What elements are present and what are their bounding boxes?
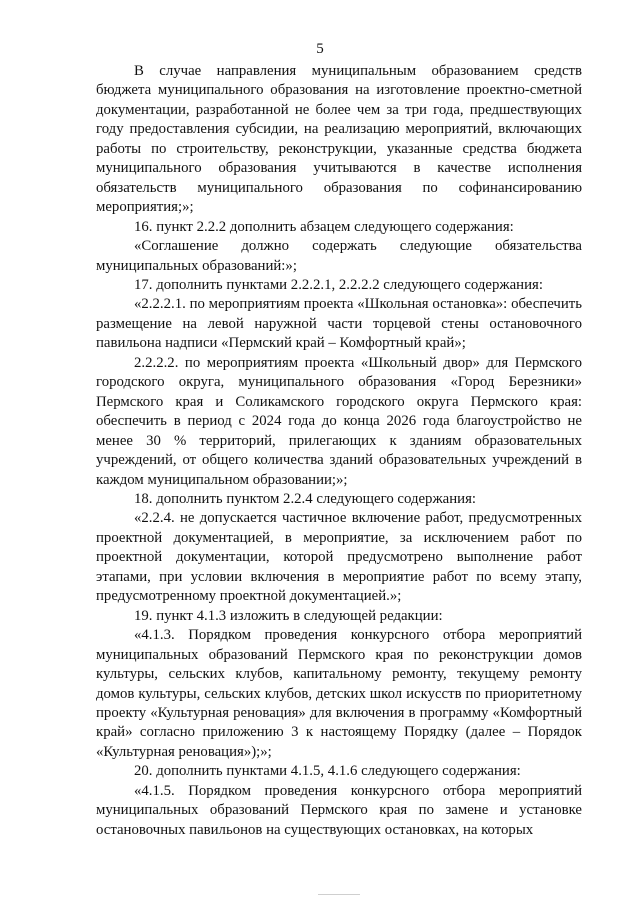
paragraph-11: 20. дополнить пунктами 4.1.5, 4.1.6 следующего содержания:: [134, 763, 521, 780]
paragraph-1: В случае направления муниципальным образованием средств бюджета муниципального образования на изготовление проектно-сметной документации, разработанной не более чем за три года, предшествующих году предоставления субсидии, на реализацию мероприятий, включающих работы по строительству, реконструкции, указанные средства бюджета муниципального образования учитываются в качестве исполнения обязательств муниципального образования по софинансированию мероприятия;»;: [96, 63, 582, 216]
paragraph-6: 2.2.2.2. по мероприятиям проекта «Школьный двор» для Пермского городского округа, муниципального образования «Город Березники» Пермского края и Соликамского городского округа Пермского края: обеспечить в период с 2024 года до конца 2026 года благоустройство не менее 30 % территорий, прилегающих к зданиям образовательных учреждений, от общего количества зданий образовательных учреждений в каждом муниципальном образовании;»;: [96, 354, 582, 488]
paragraph-9: 19. пункт 4.1.3 изложить в следующей редакции:: [134, 607, 443, 624]
document-body: [96, 62, 582, 840]
paragraph-5: «2.2.2.1. по мероприятиям проекта «Школьная остановка»: обеспечить размещение на левой наружной части торцевой стены остановочного павильона надписи «Пермский край – Комфортный край»;: [96, 296, 582, 352]
paragraph-8: «2.2.4. не допускается частичное включение работ, предусмотренных проектной документацией, в мероприятие, за исключением работ по проектной документации, которой предусмотрено выполнение работ этапами, при условии включения в мероприятие работ по всему этапу, предусмотренному проектной документацией.»;: [96, 510, 582, 605]
paragraph-3: «Соглашение должно содержать следующие обязательства муниципальных образований:»;: [96, 238, 582, 274]
paragraph-10: «4.1.3. Порядком проведения конкурсного отбора мероприятий муниципальных образований Пермского края по реконструкции домов культуры, сельских клубов, капитальному ремонту, текущему ремонту домов культуры, сельских клубов, детских школ искусств по приоритетному проекту «Культурная реновация» для включения в программу «Комфортный край» согласно приложению 3 к настоящему Порядку (далее – Порядок «Культурная реновация»);»;: [96, 627, 582, 760]
paragraph-2: 16. пункт 2.2.2 дополнить абзацем следующего содержания:: [134, 218, 514, 235]
paragraph-4: 17. дополнить пунктами 2.2.2.1, 2.2.2.2 следующего содержания:: [134, 276, 543, 293]
paragraph-7: 18. дополнить пунктом 2.2.4 следующего содержания:: [134, 490, 476, 507]
scan-artifact-line: [318, 894, 360, 895]
paragraph-12: «4.1.5. Порядком проведения конкурсного отбора мероприятий муниципальных образований Пермского края по замене и установке остановочных павильонов на существующих остановках, на которых: [96, 782, 582, 838]
page-number: 5: [316, 41, 324, 57]
